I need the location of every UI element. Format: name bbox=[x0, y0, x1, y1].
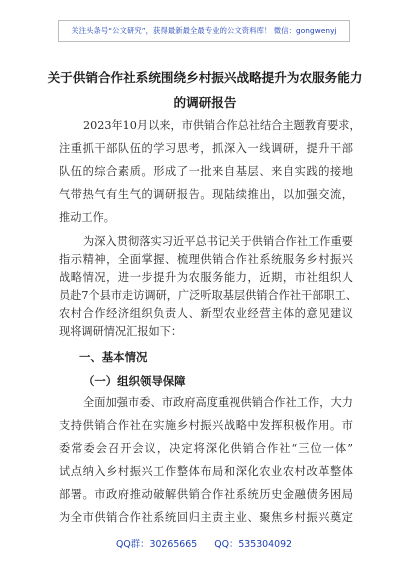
paragraph-3-line: 委常委会召开会议，决定将深化供销合作社“三位一体” bbox=[59, 442, 353, 455]
paragraph-3-line: 支持供销合作社在实施乡村振兴战略中发挥积极作用。市 bbox=[59, 419, 353, 432]
paragraph-2-line: 现将调研情况汇报如下： bbox=[59, 325, 183, 338]
paragraph-3-line: 试点纳入乡村振兴工作整体布局和深化农业农村改革整体 bbox=[59, 465, 353, 478]
promo-banner bbox=[58, 20, 350, 42]
paragraph-1-line: 气带热气有生气的调研报告。现陆续推出，以加强交流， bbox=[59, 188, 353, 201]
paragraph-2-line: 员赴7个县市走访调研，广泛听取基层供销合作社干部职工、 bbox=[59, 289, 357, 302]
promo-banner-text: 关注头条号“公文研究”，获得最新最全最专业的公文资料库！ 微信：gongwenyj bbox=[71, 26, 337, 35]
section-heading: 一、基本情况 bbox=[79, 350, 148, 364]
paragraph-2-line: 指示精神，全面掌握、梳理供销合作社系统服务乡村振兴 bbox=[59, 253, 353, 266]
paragraph-3-line: 部署。市政府推动破解供销合作社系统历史金融债务困局 bbox=[59, 488, 353, 501]
paragraph-1-line: 注重抓干部队伍的学习思考，抓深入一线调研，提升干部 bbox=[59, 142, 353, 155]
paragraph-3-line: 为全市供销合作社系统回归主责主业、聚焦乡村振兴奠定 bbox=[59, 511, 353, 524]
paragraph-2-line: 农村合作经济组织负责人、新型农业经营主体的意见建议 bbox=[59, 307, 353, 320]
paragraph-1-line: 2023年10月以来，市供销合作总社结合主题教育要求， bbox=[83, 119, 361, 132]
paragraph-2-line: 战略情况，进一步提升为农服务能力，近期，市社组织人 bbox=[59, 271, 353, 284]
paragraph-2-line: 为深入贯彻落实习近平总书记关于供销合作社工作重要 bbox=[83, 235, 353, 248]
document-title-line-1: 关于供销合作社系统围绕乡村振兴战略提升为农服务能力 bbox=[47, 70, 363, 85]
footer-contacts bbox=[0, 536, 408, 550]
paragraph-3-line: 全面加强市委、市政府高度重视供销合作社工作，大力 bbox=[83, 396, 353, 409]
subsection-heading: （一）组织领导保障 bbox=[83, 374, 186, 388]
paragraph-1-line: 队伍的综合素质。形成了一批来自基层、来自实践的接地 bbox=[59, 165, 353, 178]
qq-number: QQ：535304092 bbox=[214, 539, 293, 550]
qq-group-number: QQ群：30265665 bbox=[115, 539, 198, 550]
document-title-line-2: 的调研报告 bbox=[173, 95, 237, 110]
paragraph-1-line: 推动工作。 bbox=[59, 211, 115, 224]
